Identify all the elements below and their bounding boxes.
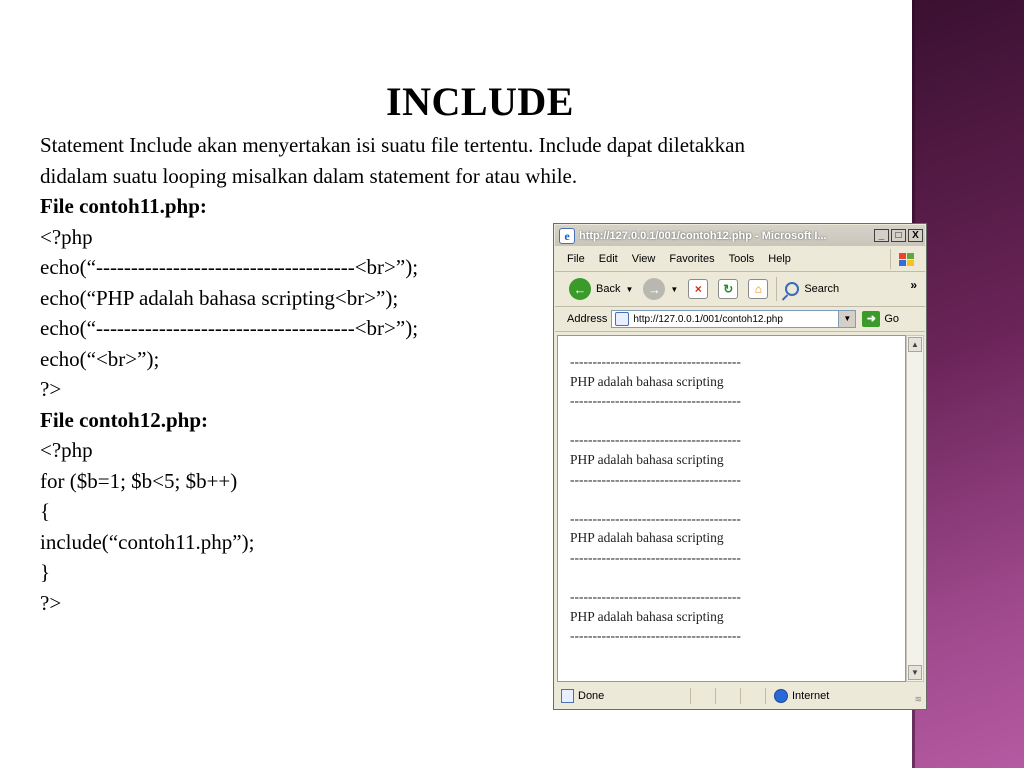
status-bar [555, 685, 925, 707]
code-line: echo(“-------------------------------------<br>”); [40, 316, 419, 340]
windows-logo-icon [890, 249, 917, 269]
output-line [570, 411, 905, 431]
home-icon[interactable]: ⌂ [748, 279, 768, 299]
decorative-side-band [912, 0, 1024, 768]
page-done-icon [561, 689, 574, 703]
code-line: echo(“<br>”); [40, 346, 160, 371]
menu-edit[interactable]: Edit [598, 253, 618, 265]
page-content [557, 335, 906, 682]
code-line: for ($b=1; $b<5; $b++) [40, 468, 238, 493]
status-cell [765, 688, 768, 704]
back-arrow-icon[interactable]: ← [569, 278, 591, 300]
forward-arrow-icon[interactable]: → [643, 278, 665, 300]
output-line: PHP adalah bahasa scripting [570, 608, 724, 624]
close-button[interactable]: X [908, 229, 923, 242]
output-line: -------------------------------------- [570, 510, 741, 526]
search-icon[interactable] [785, 282, 799, 296]
forward-dropdown-icon[interactable]: ▼ [670, 284, 679, 294]
menu-help[interactable]: Help [768, 253, 791, 265]
status-cell [740, 688, 763, 704]
address-dropdown-icon[interactable]: ▼ [838, 311, 855, 327]
status-cell [690, 688, 713, 704]
page-icon [615, 312, 629, 326]
slide-title: INCLUDE [386, 79, 574, 124]
toolbar-overflow-chevron[interactable]: » [910, 278, 917, 292]
code-line: <?php [40, 438, 93, 462]
output-line [570, 568, 905, 588]
body-line: Statement Include akan menyertakan isi suatu file tertentu. Include dapat diletakkan [40, 133, 745, 157]
scroll-down-icon[interactable]: ▼ [908, 665, 922, 680]
output-line: -------------------------------------- [570, 549, 741, 565]
status-cell [715, 688, 738, 704]
refresh-icon[interactable]: ↻ [718, 279, 738, 299]
code-line: { [40, 499, 51, 523]
minimize-button[interactable]: _ [874, 229, 889, 242]
stop-icon[interactable]: × [688, 279, 708, 299]
code-line: include(“contoh11.php”); [40, 529, 255, 554]
internet-explorer-icon: e [559, 228, 575, 244]
section-heading: File contoh12.php: [40, 407, 209, 432]
vertical-scrollbar[interactable] [906, 335, 924, 682]
standard-toolbar [555, 272, 925, 307]
menu-view[interactable]: View [631, 253, 656, 265]
body-line: didalam suatu looping misalkan dalam statement for atau while. [40, 163, 578, 188]
code-line: ?> [40, 377, 62, 401]
code-line: ?> [40, 590, 62, 615]
security-zone-label: Internet [792, 690, 830, 702]
go-button-label[interactable]: Go [884, 313, 900, 325]
address-label: Address [567, 313, 608, 325]
output-line: PHP adalah bahasa scripting [570, 373, 724, 389]
menu-bar [555, 247, 925, 272]
output-line: PHP adalah bahasa scripting [570, 530, 724, 546]
output-line: -------------------------------------- [570, 471, 741, 487]
output-line: -------------------------------------- [570, 354, 741, 369]
code-line: <?php [40, 224, 93, 249]
search-button-label[interactable]: Search [804, 283, 840, 295]
internet-zone-globe-icon [774, 689, 788, 703]
toolbar-separator [776, 277, 777, 301]
go-arrow-icon[interactable]: ➜ [862, 311, 880, 327]
status-text: Done [578, 690, 605, 702]
code-line: echo(“-------------------------------------<br>”); [40, 255, 419, 279]
address-url[interactable]: http://127.0.0.1/001/contoh12.php [633, 313, 783, 325]
menu-favorites[interactable]: Favorites [669, 253, 715, 265]
output-line [570, 489, 905, 509]
code-line: echo(“PHP adalah bahasa scripting<br>”); [40, 285, 399, 310]
output-line: -------------------------------------- [570, 432, 741, 448]
window-title: http://127.0.0.1/001/contoh12.php - Microsoft I... [579, 229, 827, 242]
back-button-label[interactable]: Back [596, 283, 621, 295]
address-input[interactable] [611, 310, 856, 328]
scroll-up-icon[interactable]: ▲ [908, 337, 922, 352]
menu-file[interactable]: File [567, 253, 585, 265]
output-line: -------------------------------------- [570, 589, 741, 605]
output-line: -------------------------------------- [570, 628, 741, 644]
section-heading: File contoh11.php: [40, 194, 207, 218]
address-bar [555, 307, 925, 332]
output-line: PHP adalah bahasa scripting [570, 451, 724, 467]
resize-grip-icon[interactable]: ≋ [914, 694, 922, 704]
browser-window [553, 223, 927, 710]
menu-tools[interactable]: Tools [728, 253, 755, 265]
back-dropdown-icon[interactable]: ▼ [625, 284, 634, 294]
output-line: -------------------------------------- [570, 393, 741, 409]
maximize-button[interactable]: □ [891, 229, 906, 242]
window-titlebar[interactable] [555, 225, 925, 246]
code-line: } [40, 560, 51, 584]
